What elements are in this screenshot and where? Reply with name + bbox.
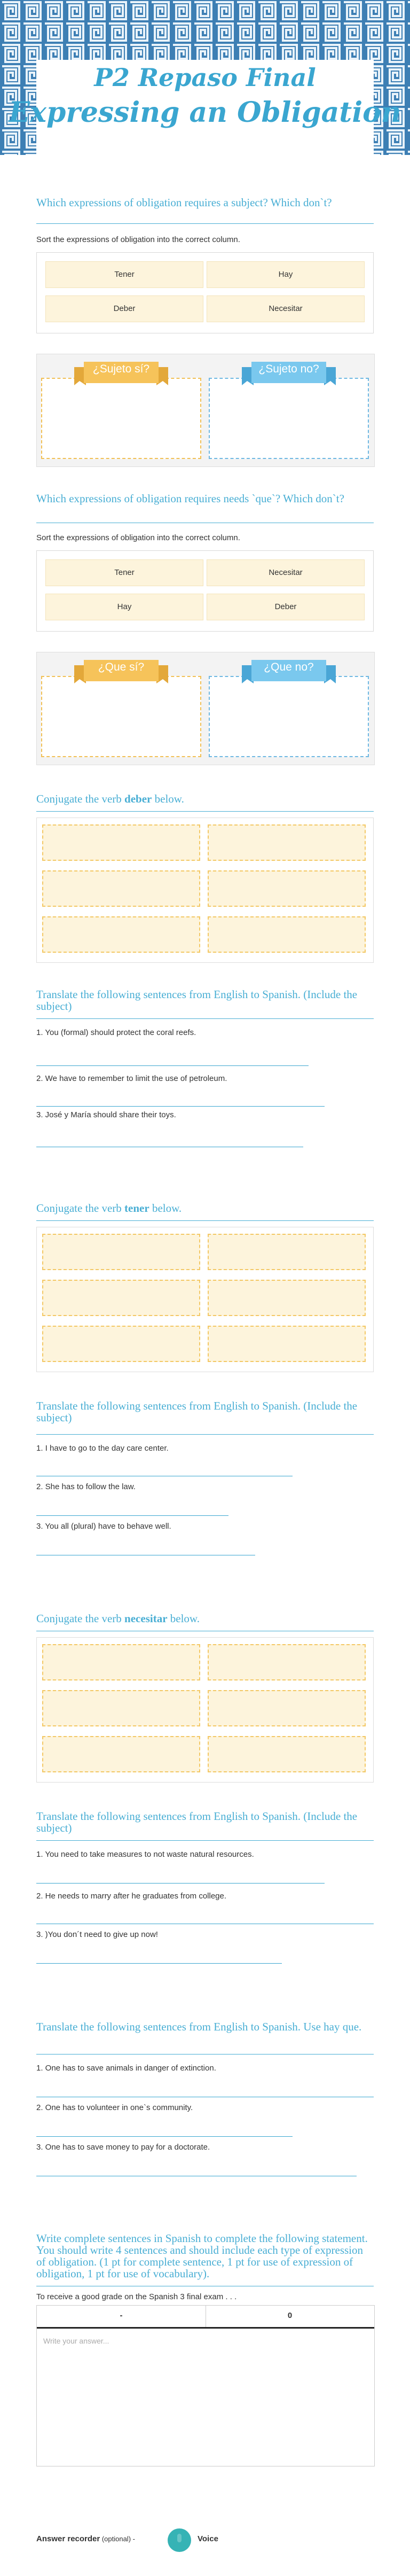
sujeto-no-dropzone[interactable] [209, 378, 369, 459]
table-header-col-1: - [120, 2311, 123, 2320]
sort1-instruction: Sort the expressions of obligation into the correct column. [36, 235, 240, 244]
trans3-sentence-1: 1. You need to take measures to not waste natural resources. [36, 1850, 254, 1859]
trans2-sentence-1: 1. I have to go to the day care center. [36, 1444, 169, 1453]
chip-necesitar[interactable]: Necesitar [207, 295, 365, 322]
answer-table [36, 2305, 375, 2466]
chip-necesitar[interactable]: Necesitar [207, 559, 365, 586]
table-header [37, 2306, 374, 2329]
que-no-label: ¿Que no? [264, 661, 314, 673]
conj1-question: Conjugate the verb deber below. [36, 792, 184, 805]
sujeto-no-label: ¿Sujeto no? [258, 363, 319, 375]
trans3-question: Translate the following sentences from English to Spanish. (Include the subject) [36, 1810, 358, 1834]
conj1-grid [36, 818, 374, 963]
answer-line[interactable] [36, 1963, 282, 1964]
conj2-grid [36, 1227, 374, 1372]
chip-deber[interactable]: Deber [207, 594, 365, 620]
trans2-sentence-2: 2. She has to follow the law. [36, 1482, 136, 1491]
trans1-sentence-1: 1. You (formal) should protect the coral reefs. [36, 1028, 196, 1037]
trans4-sentence-2: 2. One has to volunteer in one`s community. [36, 2103, 193, 2112]
answer-line[interactable] [36, 1106, 325, 1107]
conjugation-slot[interactable] [208, 1736, 366, 1772]
conjugation-slot[interactable] [42, 1690, 200, 1726]
record-voice-button[interactable] [168, 2528, 191, 2552]
conjugation-slot[interactable] [42, 1644, 200, 1680]
worksheet-title: P2 Repaso Final [94, 63, 316, 92]
conjugation-slot[interactable] [42, 1280, 200, 1316]
answer-line[interactable] [36, 1883, 325, 1884]
conj2-question: Conjugate the verb tener below. [36, 1202, 182, 1215]
chip-hay[interactable]: Hay [45, 594, 203, 620]
sujeto-si-dropzone[interactable] [41, 378, 201, 459]
divider [36, 811, 374, 812]
conj3-question: Conjugate the verb necesitar below. [36, 1612, 200, 1625]
sort1-columns [36, 354, 375, 467]
sort2-columns [36, 652, 375, 765]
conjugation-slot[interactable] [42, 916, 200, 953]
sort2-question: Which expressions of obligation requires needs `que`? Which don`t? [36, 492, 344, 505]
conjugation-slot[interactable] [42, 1234, 200, 1270]
conjugation-slot[interactable] [42, 870, 200, 907]
voice-label: Voice [198, 2534, 218, 2543]
final-question: Write complete sentences in Spanish to complete the following statement. You should write 4 sentences and should include each type of expression of obligation. (1 pt for complete sentence, 1 pt for use of expression of obligation, 1 pt for use of vocabulary). [36, 2232, 368, 2280]
chip-deber[interactable]: Deber [45, 295, 203, 322]
trans1-question: Translate the following sentences from English to Spanish. (Include the subject) [36, 988, 358, 1013]
sort2-instruction: Sort the expressions of obligation into the correct column. [36, 533, 240, 542]
sort2-chip-bank [36, 550, 374, 632]
sort1-question: Which expressions of obligation requires a subject? Which don`t? [36, 196, 332, 209]
divider [36, 1840, 374, 1841]
trans4-sentence-1: 1. One has to save animals in danger of extinction. [36, 2064, 216, 2073]
trans1-sentence-3: 3. José y María should share their toys. [36, 1110, 176, 1119]
conjugation-slot[interactable] [42, 1326, 200, 1362]
answer-line[interactable] [36, 1515, 228, 1516]
conjugation-slot[interactable] [208, 1326, 366, 1362]
conjugation-slot[interactable] [208, 1280, 366, 1316]
microphone-icon [168, 2528, 191, 2552]
conjugation-slot[interactable] [208, 1690, 366, 1726]
trans1-sentence-2: 2. We have to remember to limit the use of petroleum. [36, 1074, 227, 1083]
trans4-sentence-3: 3. One has to save money to pay for a doctorate. [36, 2143, 210, 2152]
trans2-question: Translate the following sentences from English to Spanish. (Include the subject) [36, 1399, 358, 1424]
chip-tener[interactable]: Tener [45, 261, 203, 288]
conjugation-slot[interactable] [208, 824, 366, 861]
que-no-dropzone[interactable] [209, 676, 369, 757]
chip-tener[interactable]: Tener [45, 559, 203, 586]
conjugation-slot[interactable] [42, 1736, 200, 1772]
que-si-dropzone[interactable] [41, 676, 201, 757]
conjugation-slot[interactable] [208, 870, 366, 907]
trans4-question: Translate the following sentences from English to Spanish. Use hay que. [36, 2020, 362, 2033]
table-header-col-2: 0 [287, 2311, 293, 2320]
conjugation-slot[interactable] [208, 916, 366, 953]
conj3-grid [36, 1637, 374, 1783]
trans3-sentence-3: 3. )You don´t need to give up now! [36, 1930, 158, 1939]
chip-hay[interactable]: Hay [207, 261, 365, 288]
divider [36, 1018, 374, 1019]
divider [36, 223, 374, 224]
trans2-sentence-3: 3. You all (plural) have to behave well. [36, 1522, 171, 1531]
answer-textarea[interactable]: Write your answer... [43, 2337, 109, 2345]
conjugation-slot[interactable] [42, 824, 200, 861]
divider [36, 1220, 374, 1221]
que-si-label: ¿Que sí? [98, 661, 145, 673]
sort1-chip-bank [36, 252, 374, 333]
conjugation-slot[interactable] [208, 1644, 366, 1680]
sujeto-si-label: ¿Sujeto sí? [92, 363, 150, 375]
conjugation-slot[interactable] [208, 1234, 366, 1270]
worksheet-subtitle: Expressing an Obligation [9, 96, 401, 129]
answer-recorder-label: Answer recorder (optional) - [36, 2534, 135, 2543]
final-prompt: To receive a good grade on the Spanish 3 final exam . . . [36, 2292, 237, 2301]
divider [36, 1434, 374, 1435]
answer-line[interactable] [36, 1065, 309, 1066]
trans3-sentence-2: 2. He needs to marry after he graduates from college. [36, 1892, 227, 1901]
answer-line[interactable] [36, 2136, 293, 2137]
